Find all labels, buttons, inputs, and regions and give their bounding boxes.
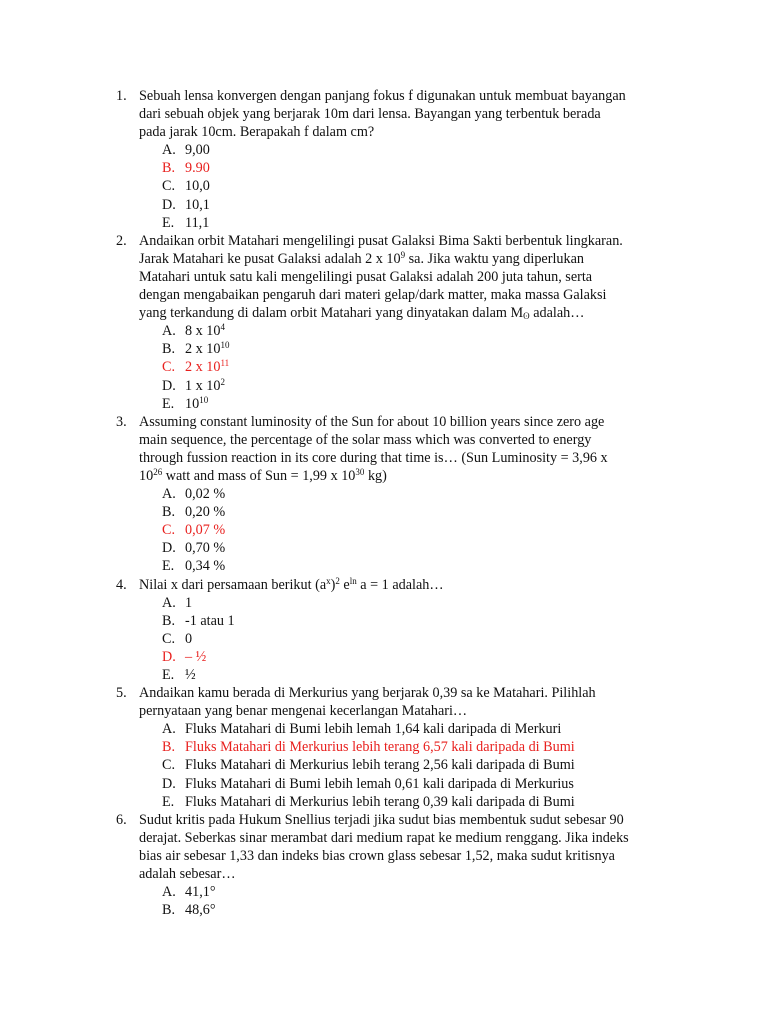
option-letter: C.: [162, 757, 176, 774]
question-text-line: Assuming constant luminosity of the Sun for about 10 billion years since zero age: [139, 413, 605, 430]
question-text-line: $10^{26}$ watt and mass of Sun = 1,99 x $10^{30}$ kg): [139, 466, 387, 484]
option-text: 1 x $10^2$: [185, 376, 225, 394]
option-letter: A.: [162, 594, 176, 611]
answer-option: [162, 177, 768, 195]
option-letter: E.: [162, 667, 175, 683]
option-text: 10,0: [185, 178, 210, 195]
option-text: Fluks Matahari di Bumi lebih lemah 1,64 kali daripada di Merkuri: [185, 721, 562, 738]
question-text-line: dari sebuah objek yang berjarak 10m dari lensa. Bayangan yang terbentuk berada: [139, 106, 601, 123]
question-text-line: dengan mengabaikan pengaruh dari materi gelap/dark matter, maka massa Galaksi: [139, 287, 607, 304]
option-letter: B.: [162, 160, 176, 177]
option-letter: A.: [162, 721, 176, 738]
answer-option: [162, 901, 768, 919]
question-text-line: Jarak Matahari ke pusat Galaksi adalah 2 x $10^9$ sa. Jika waktu yang diperlukan: [139, 249, 584, 267]
question-text: [139, 576, 708, 594]
answer-option: [162, 394, 768, 413]
question-text-line: Andaikan kamu berada di Merkurius yang berjarak 0,39 sa ke Matahari. Pilihlah: [139, 685, 596, 702]
question-text: [139, 413, 708, 485]
option-letter: B.: [162, 504, 176, 521]
option-letter: B.: [162, 902, 176, 919]
answer-option: [162, 612, 768, 630]
answer-options: [0, 141, 768, 231]
question-text-line: yang terkandung di dalam orbit Matahari yang dinyatakan dalam $M_ʘ$ adalah…: [139, 305, 585, 322]
answer-options: [0, 485, 768, 575]
question-number: 2.: [116, 232, 127, 249]
option-text: 48,6°: [185, 902, 216, 919]
option-text: 0,70 %: [185, 540, 226, 557]
answer-option: [162, 720, 768, 738]
question-item: [0, 232, 768, 413]
option-text: 2 x $10^{10}$: [185, 340, 230, 358]
answer-option: [162, 793, 768, 811]
option-letter: E.: [162, 214, 175, 231]
option-text: 10,1: [185, 196, 210, 213]
question-number: 4.: [116, 576, 127, 593]
question-text-line: Matahari untuk satu kali mengelilingi pusat Galaksi adalah 200 juta tahun, serta: [139, 268, 593, 285]
option-text: -1 atau 1: [185, 612, 235, 629]
question-text: [139, 811, 708, 883]
option-letter: C.: [162, 178, 176, 195]
answer-option: [162, 630, 768, 648]
question-number: 6.: [116, 811, 127, 828]
question-text: [139, 87, 708, 141]
question-text-line: Andaikan orbit Matahari mengelilingi pusat Galaksi Bima Sakti berbentuk lingkaran.: [139, 232, 623, 249]
option-text: – ½: [185, 648, 207, 665]
option-letter: B.: [162, 612, 176, 629]
option-text: 11,1: [185, 214, 210, 231]
option-text: 2 x $10^{11}$: [185, 358, 230, 376]
option-text: 0,34 %: [185, 558, 226, 575]
option-text: Fluks Matahari di Merkurius lebih terang 2,56 kali daripada di Bumi: [185, 757, 575, 774]
option-letter: B.: [162, 739, 176, 756]
answer-options: [0, 720, 768, 810]
option-text: Fluks Matahari di Merkurius lebih terang 0,39 kali daripada di Bumi: [185, 793, 575, 810]
option-text: Fluks Matahari di Bumi lebih lemah 0,61 kali daripada di Merkurius: [185, 775, 574, 792]
answer-option: [162, 557, 768, 575]
question-item: [0, 413, 768, 576]
question-item: [0, 684, 768, 811]
question-text-line: Sudut kritis pada Hukum Snellius terjadi jika sudut bias membentuk sudut sebesar 90: [139, 811, 624, 828]
option-letter: B.: [162, 341, 176, 358]
question-text-line: pada jarak 10cm. Berapakah f dalam cm?: [139, 124, 375, 141]
question-text-line: main sequence, the percentage of the solar mass which was converted to energy: [139, 431, 592, 448]
option-letter: D.: [162, 648, 176, 665]
answer-option-correct: [162, 358, 768, 376]
answer-option: [162, 214, 768, 232]
answer-option-correct: [162, 648, 768, 666]
option-text: Fluks Matahari di Merkurius lebih terang 6,57 kali daripada di Bumi: [185, 739, 575, 756]
answer-options: [0, 883, 768, 919]
option-letter: D.: [162, 775, 176, 792]
question-item: [0, 811, 768, 920]
answer-option: [162, 539, 768, 557]
option-letter: E.: [162, 395, 175, 412]
question-number: 3.: [116, 413, 127, 430]
option-letter: E.: [162, 793, 175, 810]
answer-options: [0, 594, 768, 684]
question-text-line: adalah sebesar…: [139, 866, 236, 883]
option-letter: A.: [162, 486, 176, 503]
option-letter: A.: [162, 884, 176, 901]
question-text-line: pernyataan yang benar mengenai kecerlangan Matahari…: [139, 703, 468, 720]
option-text: 9,00: [185, 142, 210, 159]
option-text: 9.90: [185, 160, 210, 177]
answer-option: [162, 503, 768, 521]
answer-options: [0, 322, 768, 412]
question-text-line: Nilai x dari persamaan berikut $(a^x)^2$ $e^{ln}$ a = 1 adalah…: [139, 575, 444, 593]
question-text-line: derajat. Seberkas sinar merambat dari medium rapat ke medium renggang. Jika indeks: [139, 829, 629, 846]
option-text: 0,20 %: [185, 504, 226, 521]
answer-option: [162, 756, 768, 774]
question-item: [0, 87, 768, 232]
answer-option-correct: [162, 521, 768, 539]
answer-option: [162, 376, 768, 395]
answer-option: [162, 196, 768, 214]
option-letter: D.: [162, 377, 176, 394]
question-number: 1.: [116, 88, 127, 104]
option-letter: C.: [162, 359, 176, 376]
answer-option-correct: [162, 159, 768, 177]
option-text: $10^{10}$: [185, 394, 209, 412]
option-letter: D.: [162, 196, 176, 213]
answer-option: [162, 141, 768, 159]
question-text-line: Sebuah lensa konvergen dengan panjang fokus f digunakan untuk membuat bayangan: [139, 88, 626, 104]
option-text: ½: [185, 667, 196, 683]
question-number: 5.: [116, 685, 127, 702]
option-text: 0: [185, 630, 193, 647]
option-text: 41,1°: [185, 884, 216, 901]
answer-option: [162, 666, 768, 684]
answer-option: [162, 883, 768, 901]
option-text: 1: [185, 594, 193, 611]
answer-option: [162, 594, 768, 612]
question-text-line: bias air sebesar 1,33 dan indeks bias crown glass sebesar 1,52, maka sudut kritisnya: [139, 847, 615, 864]
option-letter: C.: [162, 522, 176, 539]
answer-option: [162, 340, 768, 358]
option-text: 8 x $10^4$: [185, 322, 225, 340]
answer-option-correct: [162, 738, 768, 756]
option-text: 0,02 %: [185, 486, 226, 503]
option-letter: C.: [162, 630, 176, 647]
question-text-line: through fussion reaction in its core during that time is… (Sun Luminosity = 3,96 x: [139, 449, 608, 466]
answer-option: [162, 485, 768, 503]
answer-option: [162, 322, 768, 340]
option-text: 0,07 %: [185, 522, 226, 539]
question-list: [0, 87, 768, 919]
option-letter: A.: [162, 323, 176, 340]
question-text: [139, 232, 708, 322]
option-letter: A.: [162, 142, 176, 159]
option-letter: D.: [162, 540, 176, 557]
question-text: [139, 684, 708, 720]
question-item: [0, 576, 768, 685]
option-letter: E.: [162, 558, 175, 575]
answer-option: [162, 775, 768, 793]
